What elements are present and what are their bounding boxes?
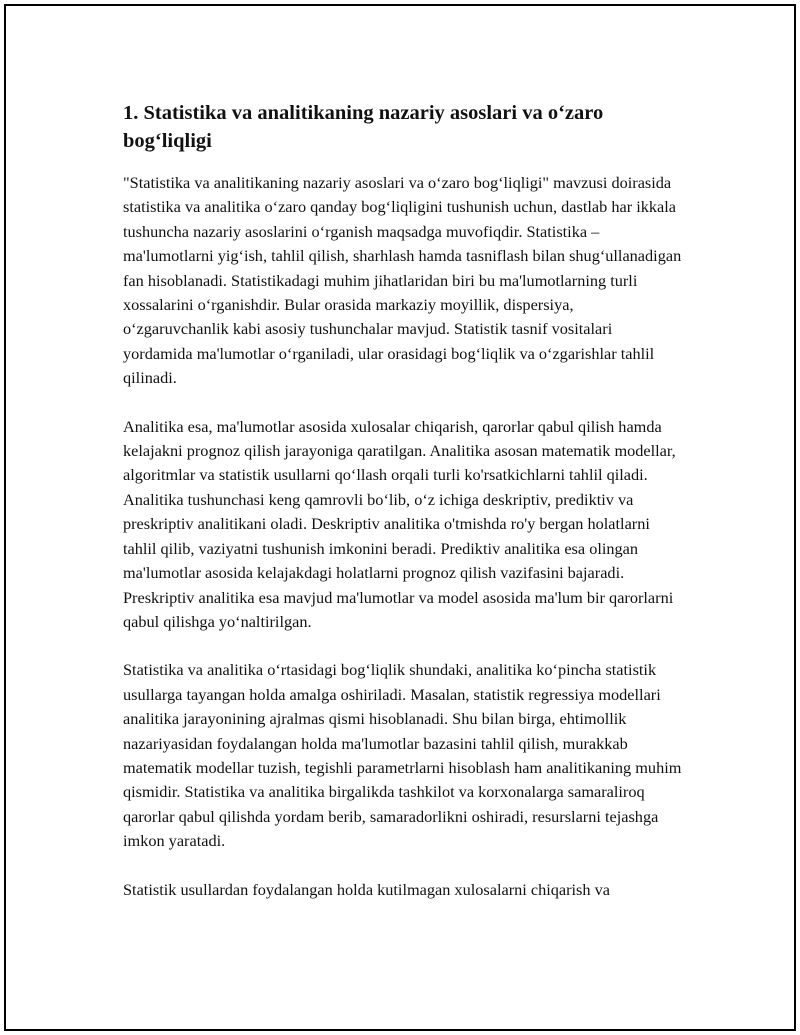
paragraph-2: Analitika esa, ma'lumotlar asosida xulosalar chiqarish, qarorlar qabul qilish hamda kelajakni prognoz qilish jarayoniga qaratilgan. Analitika asosan matematik modellar, algoritmlar va statistik usullarni qo‘llash orqali turli ko'rsatkichlarni tahlil qiladi. Analitika tushunchasi keng qamrovli bo‘lib, o‘z ichiga deskriptiv, prediktiv va preskriptiv analitikani oladi. Deskriptiv analitika o'tmishda ro'y bergan holatlarni tahlil qilib, vaziyatni tushunish imkonini beradi. Prediktiv analitika esa olingan ma'lumotlar asosida kelajakdagi holatlarni prognoz qilish vazifasini bajaradi. Preskriptiv analitika esa mavjud ma'lumotlar va model asosida ma'lum bir qarorlarni qabul qilishga yo‘naltirilgan. xyxy=(123,416,676,631)
paragraph-3: Statistika va analitika o‘rtasidagi bog‘liqlik shundaki, analitika ko‘pincha statistik usullarga tayangan holda amalga oshiriladi. Masalan, statistik regressiya modellari analitika jarayonining ajralmas qismi hisoblanadi. Shu bilan birga, ehtimollik nazariyasidan foydalangan holda ma'lumotlar bazasini tahlil qilish, murakkab matematik modellar tuzish, tegishli parametrlarni hisoblash ham analitikaning muhim qismidir. Statistika va analitika birgalikda tashkilot va korxonalarga samaraliroq qarorlar qabul qilishda yordam berib, samaradorlikni oshiradi, resurslarni tejashga imkon yaratadi. xyxy=(123,660,682,851)
section-heading: 1. Statistika va analitikaning nazariy asoslari va o‘zaro bog‘liqligi xyxy=(123,102,604,152)
document-body xyxy=(123,99,683,926)
paragraph-1: "Statistika va analitikaning nazariy asoslari va o‘zaro bog‘liqligi" mavzusi doirasida statistika va analitika o‘zaro qanday bog‘liqligini tushunish uchun, dastlab har ikkala tushuncha nazariy asoslarini o‘rganish maqsadga muvofiqdir. Statistika – ma'lumotlarni yig‘ish, tahlil qilish, sharhlash hamda tasniflash bilan shug‘ullanadigan fan hisoblanadi. Statistikadagi muhim jihatlaridan biri bu ma'lumotlarning turli xossalarini o‘rganishdir. Bular orasida markaziy moyillik, dispersiya, o‘zgaruvchanlik kabi asosiy tushunchalar mavjud. Statistik tasnif vositalari yordamida ma'lumotlar o‘rganiladi, ular orasidagi bog‘liqlik va o‘zgarishlar tahlil qilinadi. xyxy=(123,173,682,388)
paragraph-4: Statistik usullardan foydalangan holda kutilmagan xulosalarni chiqarish va xyxy=(123,879,610,899)
page-frame xyxy=(4,4,796,1031)
